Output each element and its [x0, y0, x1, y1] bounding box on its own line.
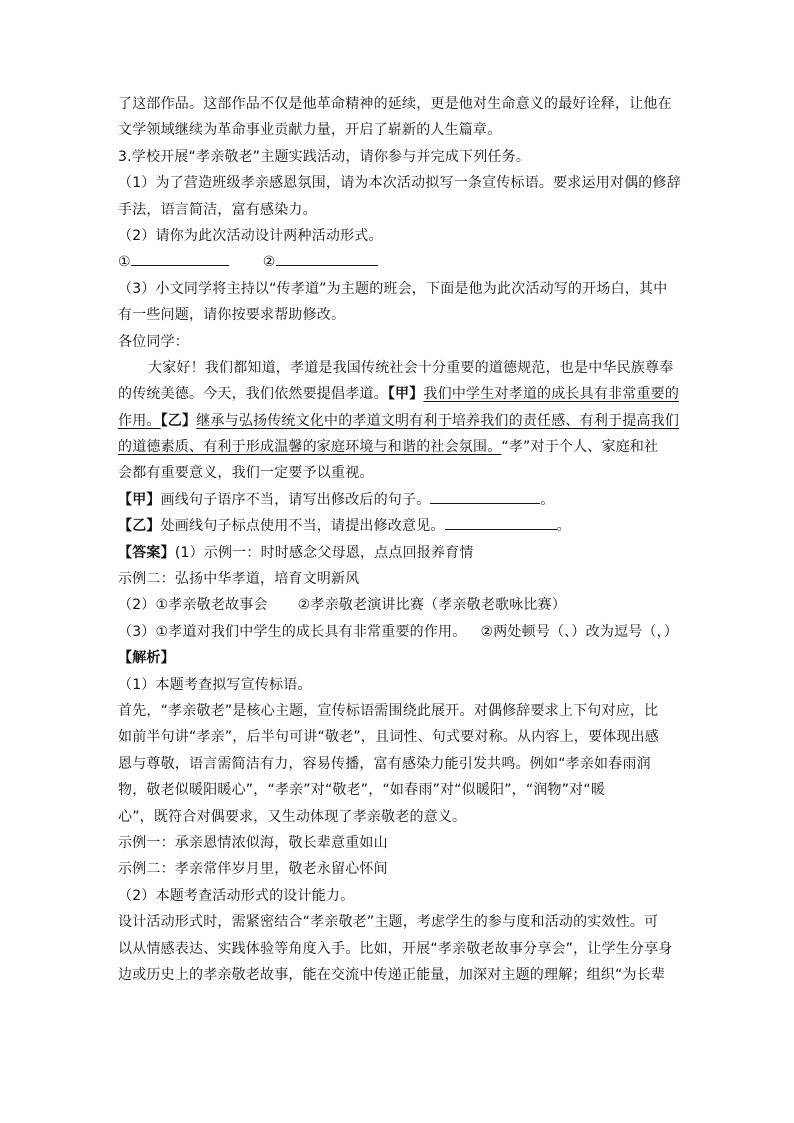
circled-2: ② — [262, 254, 276, 271]
answer-text: （3）①孝道对我们中学生的成长具有非常重要的作用。 — [118, 623, 467, 640]
answer-blank-yi[interactable] — [445, 515, 557, 530]
analysis-line: 设计活动形式时，需紧密结合“孝亲敬老”主题，考虑学生的参与度和活动的实效性。可 — [118, 914, 659, 931]
mark-yi: 【乙】 — [160, 412, 197, 429]
analysis-label: 【解析】 — [118, 650, 175, 667]
speech-text: 的传统美德。今天，我们依然要提倡孝道。 — [118, 386, 388, 403]
paragraph-line: 了这部作品。这部作品不仅是他革命精神的延续，更是他对生命意义的最好诠释，让他在 — [118, 96, 672, 112]
answer-text: （2）①孝亲敬老故事会 — [118, 597, 268, 614]
mark-yi: 【乙】 — [118, 518, 161, 535]
analysis-line: 以从情感表达、实践体验等角度入手。比如，开展“孝亲敬老故事分享会”，让学生分享身 — [118, 940, 673, 957]
question-3-1: （1）为了营造班级孝亲感恩氛围，请为本次活动拟写一条宣传标语。要求运用对偶的修辞 — [118, 175, 681, 192]
speech-line: 会都有重要意义，我们一定要予以重视。 — [118, 465, 374, 482]
circled-1: ① — [118, 254, 131, 271]
analysis-line: 示例一：承亲恩情浓似海，敬长辈意重如山 — [118, 834, 388, 851]
answer-line: 示例二：弘扬中华孝道，培育文明新风 — [118, 571, 360, 588]
analysis-line: （2）本题考查活动形式的设计能力。 — [118, 887, 355, 904]
question-3-heading: 3.学校开展“孝亲敬老”主题实践活动，请你参与并完成下列任务。 — [118, 148, 531, 165]
mark-jia: 【甲】 — [118, 491, 161, 508]
answer-text: ②孝亲敬老演讲比赛（孝亲敬老歌咏比赛） — [297, 597, 567, 614]
answer-line — [118, 619, 678, 645]
document-page — [118, 91, 681, 988]
period: 。 — [556, 518, 571, 535]
analysis-line: （1）本题考查拟写宣传标语。 — [118, 676, 312, 693]
question-3-2: （2）请你为此次活动设计两种活动形式。 — [118, 227, 383, 244]
task-text: 处画线句子标点使用不当，请提出修改意见。 — [160, 518, 445, 535]
answer-text: (1）示例一：时时感念父母恩，点点回报养育情 — [174, 544, 474, 561]
speech-line — [118, 434, 678, 460]
paragraph-line: 手法，语言简洁，富有感染力。 — [118, 201, 317, 218]
underlined-sentence-yi: 的道德素质、有利于形成温馨的家庭环境与和谐的社会氛围。 — [118, 439, 502, 456]
paragraph-line: 有一些问题，请你按要求帮助修改。 — [118, 307, 346, 324]
answer-line — [118, 592, 678, 618]
speech-salutation: 各位同学： — [118, 333, 189, 350]
task-text: 画线句子语序不当，请写出修改后的句子。 — [160, 491, 431, 508]
speech-line — [118, 408, 678, 434]
analysis-line: 首先，“孝亲敬老”是核心主题，宣传标语需围绕此展开。对偶修辞要求上下句对应，比 — [118, 702, 659, 719]
answer-line — [118, 540, 678, 566]
period: 。 — [540, 491, 555, 508]
answer-blank-1[interactable] — [131, 251, 229, 266]
paragraph-line: 文学领域继续为革命事业贡献力量，开启了崭新的人生篇章。 — [118, 122, 502, 139]
answer-text: ②两处顿号（、）改为逗号（，） — [480, 623, 679, 640]
analysis-line: 如前半句讲“孝亲”，后半句可讲“敬老”，且词性、句式要对称。从内容上，要体现出感 — [118, 729, 660, 746]
underlined-sentence-jia: 作用。 — [118, 412, 161, 429]
answer-blanks-row — [118, 249, 678, 275]
question-3-3: （3）小文同学将主持以“传孝道”为主题的班会，下面是他为此次活动写的开场白，其中 — [118, 280, 668, 297]
answer-label: 【答案】 — [118, 544, 175, 561]
analysis-line: 恩与尊敬，语言需简洁有力，容易传播，富有感染力能引发共鸣。例如“孝亲如春雨润 — [118, 755, 651, 772]
speech-line: 大家好！我们都知道，孝道是我国传统社会十分重要的道德规范，也是中华民族尊奉 — [148, 359, 674, 376]
speech-line — [118, 381, 678, 407]
answer-blank-jia[interactable] — [430, 489, 540, 504]
mark-jia: 【甲】 — [387, 386, 424, 403]
analysis-line: 边或历史上的孝亲敬老故事，能在交流中传递正能量，加深对主题的理解；组织“为长辈 — [118, 966, 666, 983]
underlined-sentence-yi: 继承与弘扬传统文化中的孝道文明有利于培养我们的责任感、有利于提高我们 — [196, 412, 680, 429]
underlined-sentence-jia: 我们中学生对孝道的成长具有非常重要的 — [423, 386, 680, 403]
task-yi — [118, 513, 678, 539]
analysis-line: 心”，既符合对偶要求，又生动体现了孝亲敬老的意义。 — [118, 808, 467, 825]
analysis-line: 物，敬老似暖阳暖心”，“孝亲”对“敬老”，“如春雨”对“似暖阳”，“润物”对“暖 — [118, 782, 606, 799]
analysis-line: 示例二：孝亲常伴岁月里，敬老永留心怀间 — [118, 861, 388, 878]
speech-text: “孝”对于个人、家庭和社 — [501, 439, 659, 456]
task-jia — [118, 487, 678, 513]
answer-blank-2[interactable] — [276, 251, 378, 266]
